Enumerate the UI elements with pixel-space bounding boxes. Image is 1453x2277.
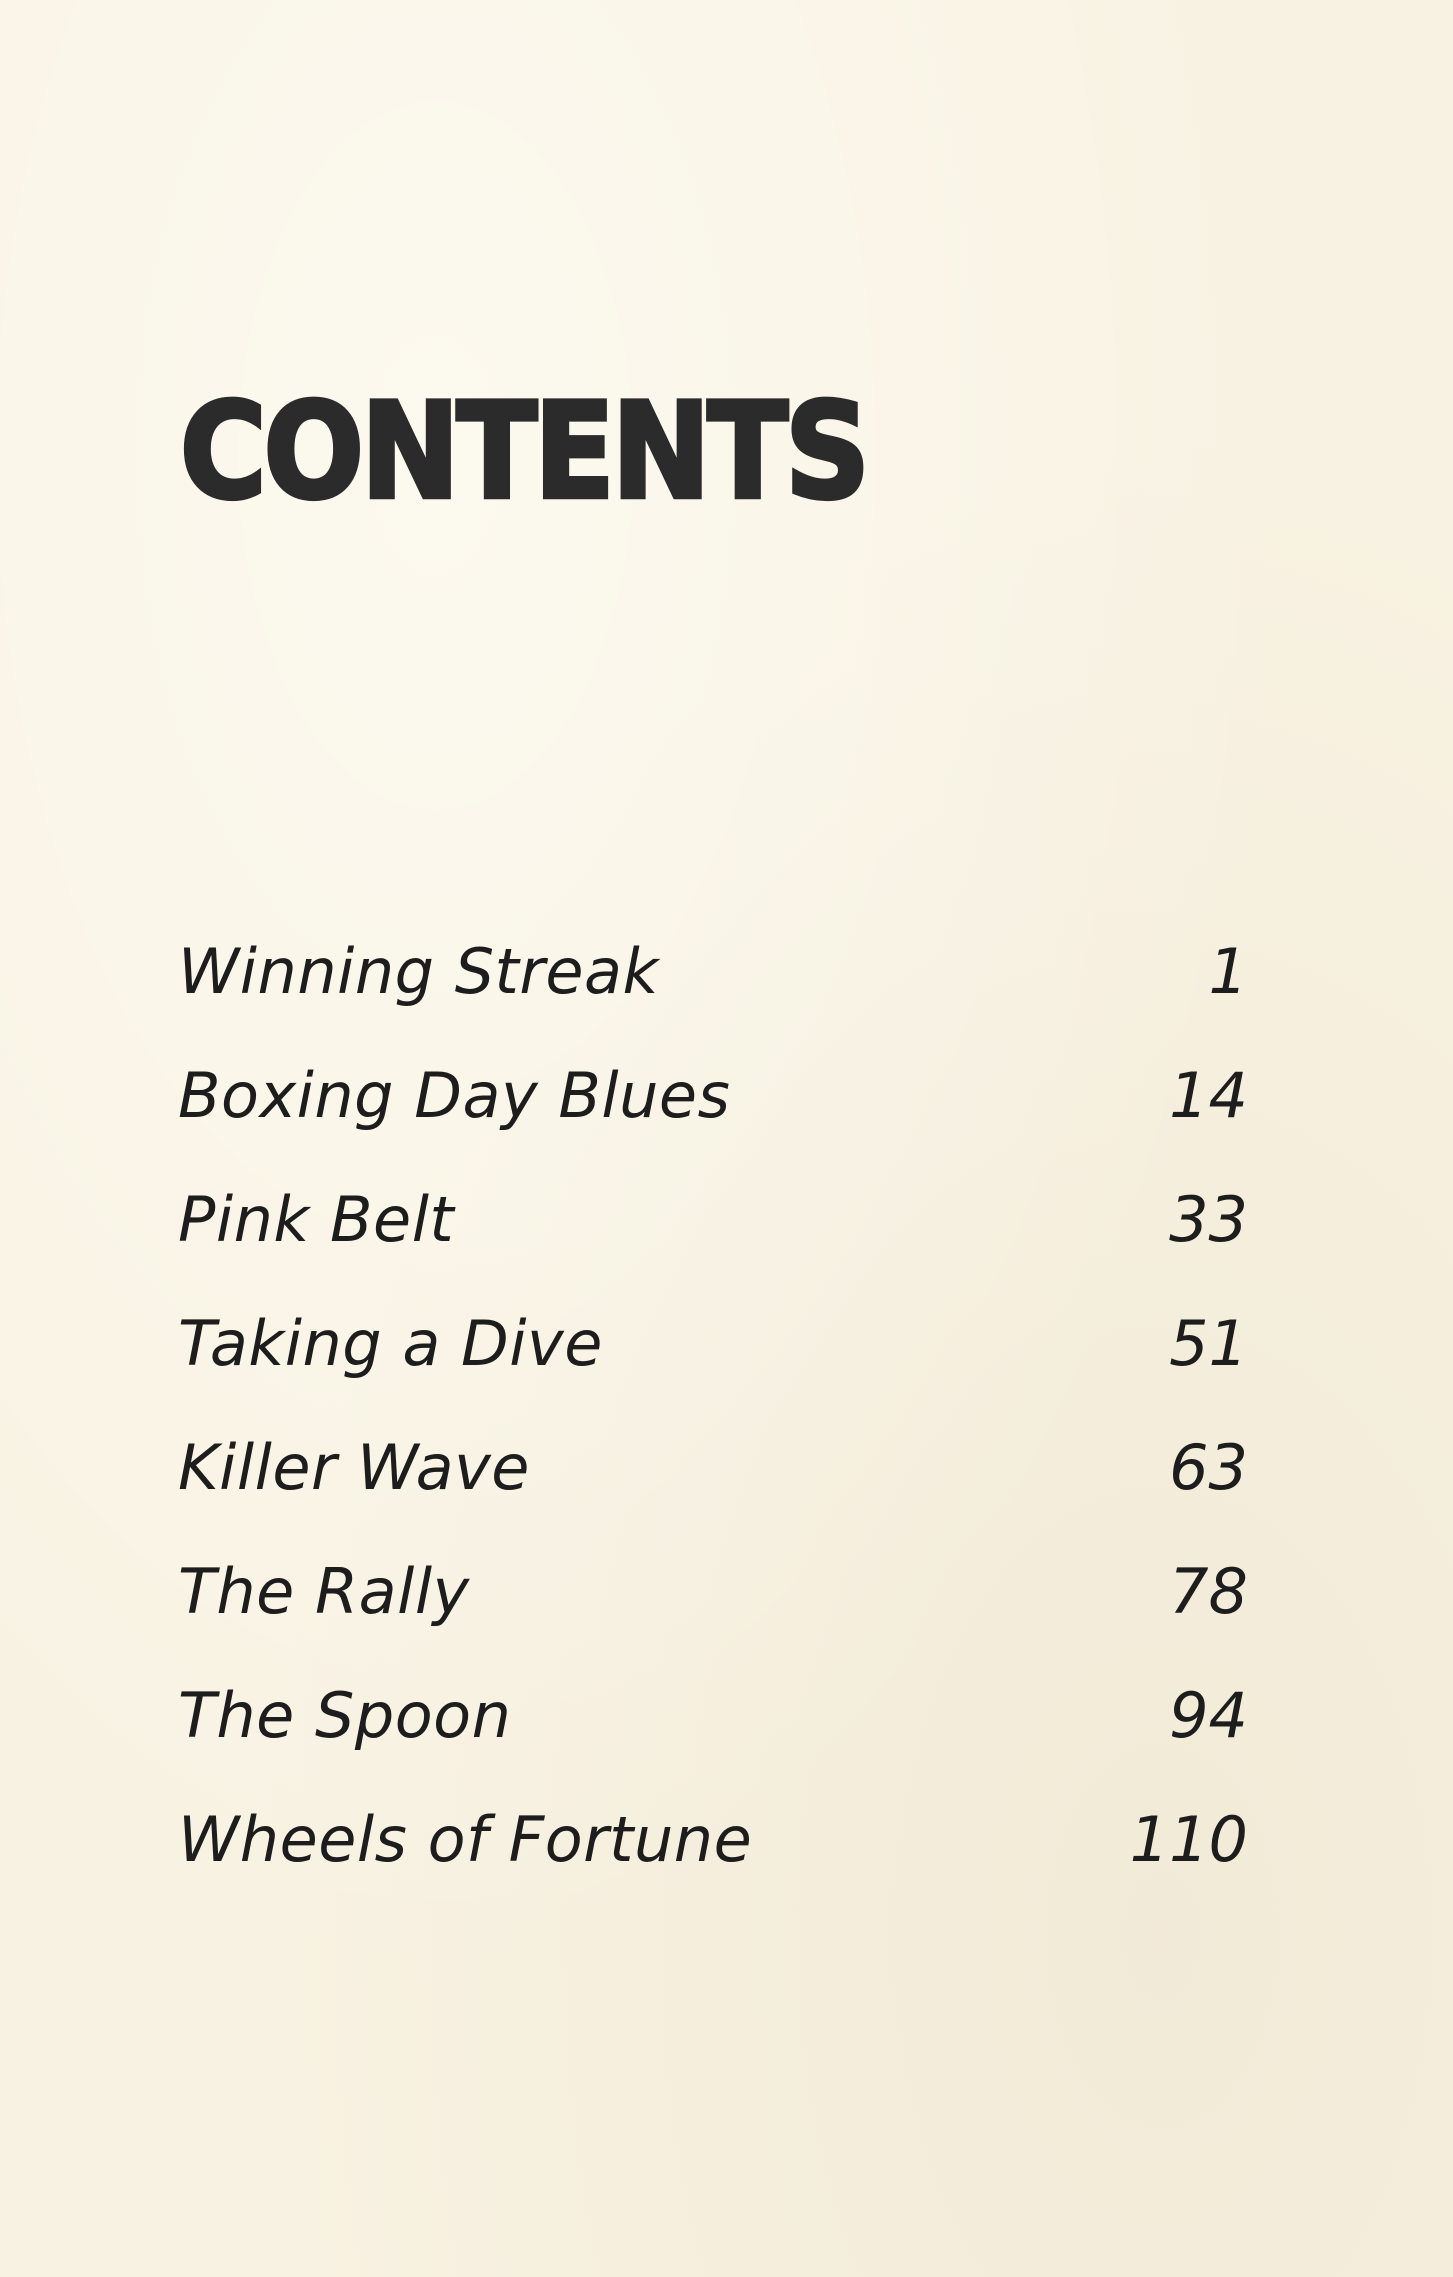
toc-entry bbox=[178, 1183, 1248, 1307]
toc-entry-title: The Spoon bbox=[178, 1679, 512, 1752]
toc-entry-page: 63 bbox=[1169, 1431, 1248, 1504]
toc-entry bbox=[178, 935, 1248, 1059]
toc-entry-page: 78 bbox=[1169, 1555, 1248, 1628]
toc-entry-page: 110 bbox=[1129, 1803, 1248, 1876]
toc-entry bbox=[178, 1555, 1248, 1679]
toc-entry bbox=[178, 1307, 1248, 1431]
toc-entry-page: 94 bbox=[1169, 1679, 1248, 1752]
toc-entry-title: The Rally bbox=[178, 1555, 470, 1628]
contents-heading: CONTENTS bbox=[180, 373, 867, 529]
toc-entry-title: Pink Belt bbox=[178, 1183, 455, 1256]
toc-entry bbox=[178, 1803, 1248, 1927]
toc-entry-page: 14 bbox=[1169, 1059, 1248, 1132]
toc-entry-title: Boxing Day Blues bbox=[178, 1059, 731, 1132]
toc-entry-title: Killer Wave bbox=[178, 1431, 530, 1504]
toc-entry-title: Winning Streak bbox=[178, 935, 659, 1008]
toc-entry-title: Wheels of Fortune bbox=[178, 1803, 753, 1876]
toc-entry-title: Taking a Dive bbox=[178, 1307, 603, 1380]
toc-entry bbox=[178, 1059, 1248, 1183]
toc-entry-page: 33 bbox=[1169, 1183, 1248, 1256]
toc-entry-page: 51 bbox=[1169, 1307, 1248, 1380]
table-of-contents bbox=[178, 935, 1248, 1927]
toc-entry bbox=[178, 1679, 1248, 1803]
toc-entry-page: 1 bbox=[1208, 935, 1248, 1008]
toc-entry bbox=[178, 1431, 1248, 1555]
